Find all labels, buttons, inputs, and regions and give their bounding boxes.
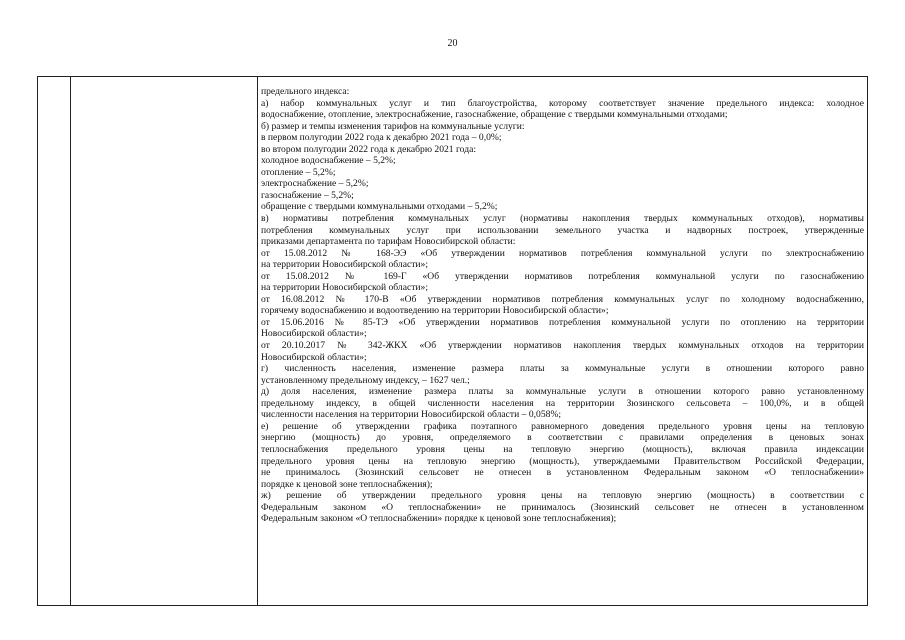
content-line: Новосибирской области»;	[261, 351, 367, 363]
content-line: энергию (мощность) до уровня, определяемого в соответствии с правилами определения в ценовых зонах	[261, 432, 864, 444]
content-line: Новосибирской области»;	[261, 328, 367, 340]
content-line: д) доля населения, изменение размера платы за коммунальные услуги в отношении которого равно установленному	[261, 386, 864, 398]
content-line: ж) решение об утверждении предельного уровня цены на тепловую энергию (мощность) в соответствии с	[261, 490, 864, 502]
content-line: е) решение об утверждении графика поэтапного равномерного доведения предельного уровня цены на тепловую	[261, 420, 864, 432]
content-line: электроснабжение – 5,2%;	[261, 178, 369, 190]
content-line: численности населения на территории Новосибирской области – 0,058%;	[261, 409, 562, 421]
content-line: не принималось (Зюзинский сельсовет не отнесен в установленном Федеральным законом «О теплоснабжении»	[261, 467, 864, 479]
content-line: отопление – 5,2%;	[261, 166, 336, 178]
content-line: водоснабжение, отопление, электроснабжение, газоснабжение, обращение с твердыми коммунальными отходами;	[261, 109, 728, 121]
content-line: на территории Новосибирской области»;	[261, 259, 429, 271]
content-line: от 16.08.2012 № 170-В «Об утверждении нормативов потребления коммунальных услуг по холодному водоснабжению,	[261, 293, 864, 305]
content-line: потребления коммунальных услуг при использовании земельного участка и надворных построек, утвержденные	[261, 224, 864, 236]
content-line: от 20.10.2017 № 342-ЖКХ «Об утверждении нормативов накопления твердых коммунальных отходов на территории	[261, 340, 864, 352]
content-line: Федеральным законом «О теплоснабжении» не принималось (Зюзинский сельсовет не отнесен в установленном	[261, 501, 864, 513]
content-line: предельного уровня цены на тепловую энергию (мощность), утверждаемыми Правительством Российской Федерации,	[261, 455, 864, 467]
content-line: в) нормативы потребления коммунальных услуг (нормативы накопления твердых коммунальных отходов), нормативы	[261, 213, 864, 225]
content-line: б) размер и темпы изменения тарифов на коммунальные услуги:	[261, 120, 525, 132]
content-line: порядке к ценовой зоне теплоснабжения);	[261, 478, 433, 490]
content-line: теплоснабжения предельного уровня цены на тепловую энергию (мощность), включая правила индексации	[261, 443, 864, 455]
content-line: предельного индекса:	[261, 86, 350, 97]
content-line: на территории Новосибирской области»;	[261, 282, 429, 294]
content-line: холодное водоснабжение – 5,2%;	[261, 155, 396, 167]
page-number: 20	[447, 38, 458, 49]
document-table	[37, 76, 868, 606]
content-line: от 15.08.2012 № 169-Г «Об утверждении нормативов потребления коммунальной услуги по газоснабжению	[261, 270, 864, 282]
content-line: горячему водоснабжению и водоотведению на территории Новосибирской области»;	[261, 305, 609, 317]
content-line: от 15.08.2012 № 168-ЭЭ «Об утверждении нормативов потребления коммунальной услуги по электроснабжению	[261, 247, 864, 259]
table-column-name	[71, 77, 258, 605]
content-line: в первом полугодии 2022 года к декабрю 2021 года – 0,0%;	[261, 132, 502, 144]
content-line: от 15.06.2016 № 85-ТЭ «Об утверждении нормативов потребления коммунальной услуги по отоплению на территории	[261, 316, 864, 328]
content-line: Федеральным законом «О теплоснабжении» порядке к ценовой зоне теплоснабжения);	[261, 513, 617, 525]
table-column-number	[38, 77, 71, 605]
content-line: газоснабжение – 5,2%;	[261, 189, 354, 201]
content-line: приказами департамента по тарифам Новосибирской области:	[261, 236, 516, 248]
content-line: а) набор коммунальных услуг и тип благоустройства, которому соответствует значение предельного индекса: холодное	[261, 97, 864, 109]
content-line: установленному предельному индексу, – 1627 чел.;	[261, 374, 470, 386]
table-column-content	[258, 77, 867, 605]
content-line: во втором полугодии 2022 года к декабрю 2021 года:	[261, 143, 477, 155]
content-line: обращение с твердыми коммунальными отходами – 5,2%;	[261, 201, 498, 213]
content-line: предельному индексу, в общей численности населения на территории Зюзинского сельсовета – 100,0%, и в общей	[261, 397, 864, 409]
content-line: г) численность населения, изменение размера платы за коммунальные услуги в отношении которого равно	[261, 363, 864, 375]
